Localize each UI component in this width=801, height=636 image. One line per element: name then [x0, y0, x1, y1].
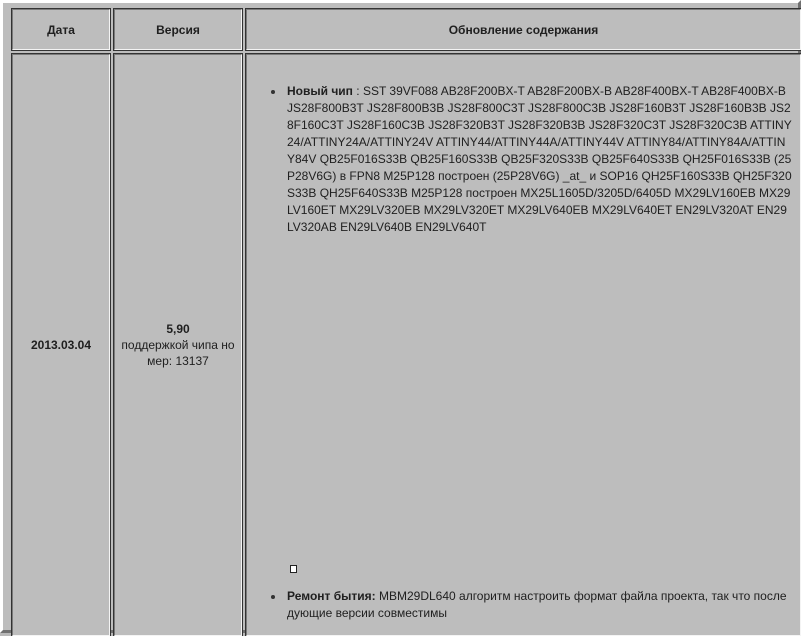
new-chip-label: Новый чип: [287, 84, 353, 98]
header-version: [114, 9, 242, 50]
new-chip-text: : SST 39VF088 AB28F200BX-T AB28F200BX-B AB28F400BX-T AB28F400BX-B JS28F800B3T JS28F800B3B JS28F800C3T JS28F800C3B JS28F160B3T JS28F160B3B JS28F160C3T JS28F160C3B JS28F320B3T JS28F320B3B JS28F320C3T JS28F320C3B ATTINY24/ATTINY24A/ATTINY24V ATTINY44/ATTINY44A/ATTINY44V ATTINY84/ATTINY84A/ATTINY84V QB25F016S33B QB25F160S33B QB25F320S33B QB25F640S33B QH25F016S33B (25P28V6G) в FPN8 M25P128 построен (25P28V6G) _at_ и SOP16 QH25F160S33B QH25F320S33B QH25F640S33B M25P128 построен MX25L1605D/3205D/6405D MX29LV160EB MX29LV160ET MX29LV320EB MX29LV320ET MX29LV640EB MX29LV640ET EN29LV320AT EN29LV320AB EN29LV640B EN29LV640T: [287, 84, 792, 234]
header-version-label: Версия: [156, 22, 200, 37]
row-version-note: поддержкой чипа но мер: 13137: [121, 338, 235, 368]
row-date: 2013.03.04: [30, 338, 92, 352]
checkbox-square-icon: [290, 565, 297, 573]
bullet-icon: [271, 90, 275, 94]
header-date-label: Дата: [47, 22, 75, 37]
header-content-label: Обновление содержания: [448, 22, 599, 37]
list-item-repair: [287, 588, 793, 622]
row-version-cell: [114, 54, 242, 636]
header-content: [246, 9, 801, 50]
repair-text: MBM29DL640 алгоритм настроить формат файла проекта, так что последующие версии совместимы: [287, 589, 787, 620]
row-version-number: 5,90: [166, 322, 190, 336]
list-item-new-chip: [287, 83, 793, 236]
repair-label: Ремонт бытия:: [287, 589, 376, 603]
row-content-cell: [246, 54, 801, 636]
bullet-icon: [271, 595, 275, 599]
header-date: [12, 9, 110, 50]
row-date-cell: [12, 54, 110, 636]
